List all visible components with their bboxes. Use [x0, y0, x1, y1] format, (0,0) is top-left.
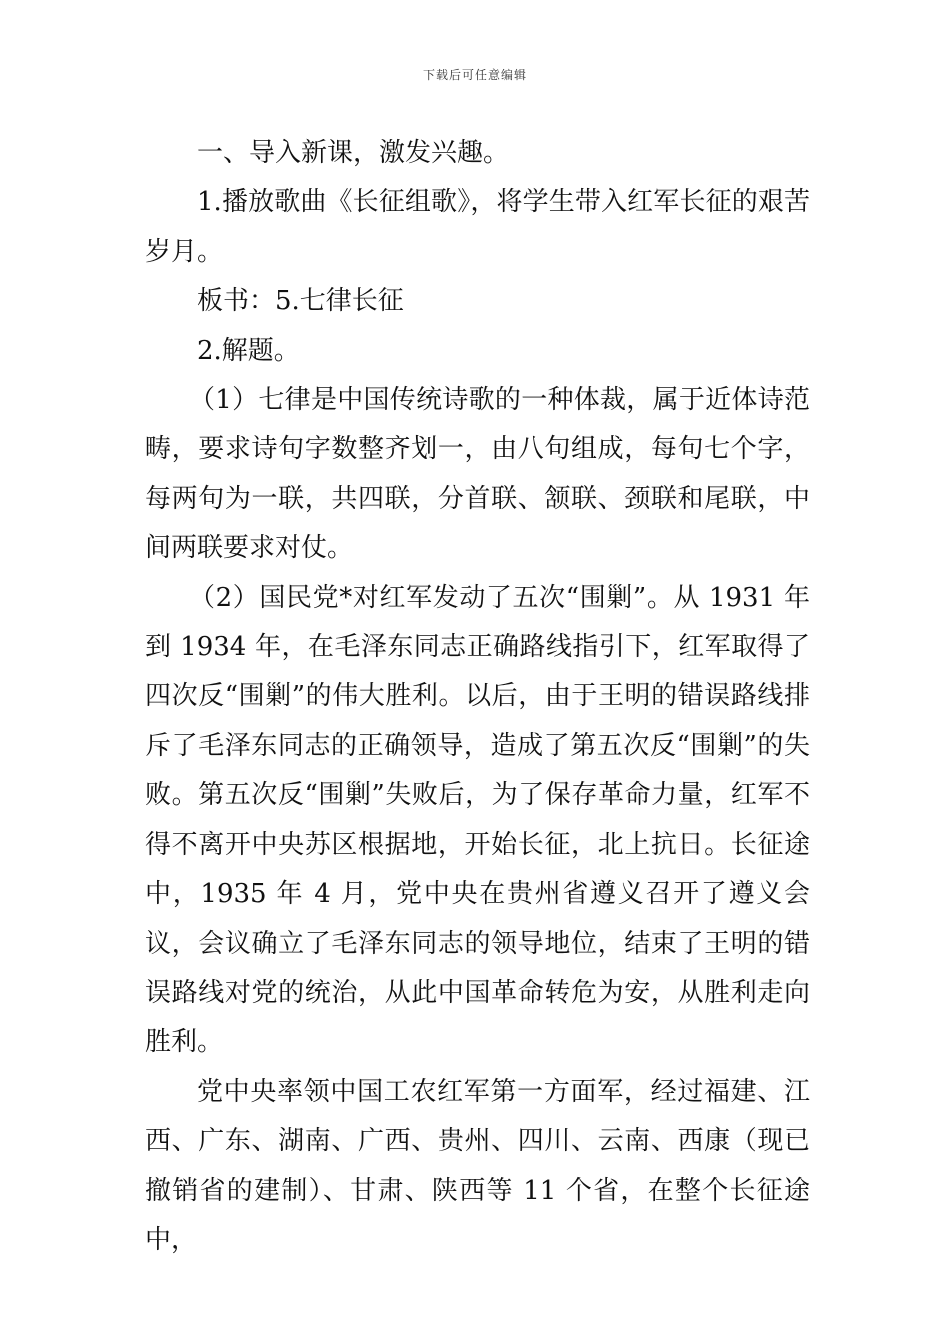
paragraph: （1）七律是中国传统诗歌的一种体裁，属于近体诗范畴，要求诗句字数整齐划一，由八句组成，每句七个字，每两句为一联，共四联，分首联、颔联、颈联和尾联，中间两联要求对仗。	[145, 385, 810, 564]
page-header: 下载后可任意编辑	[422, 68, 527, 82]
paragraph: （2）国民党*对红军发动了五次“围剿”。从 1931 年到 1934 年，在毛泽东同志正确路线指引下，红军取得了四次反“围剿”的伟大胜利。以后，由于王明的错误路线排斥了毛泽东同志的正确领导，造成了第五次反“围剿”的失败。第五次反“围剿”失败后，为了保存革命力量，红军不得不离开中央苏区根据地，开始长征，北上抗日。长征途中，1935 年 4 月，党中央在贵州省遵义召开了遵义会议，会议确立了毛泽东同志的领导地位，结束了王明的错误路线对党的统治，从此中国革命转危为安，从胜利走向胜利。	[145, 582, 810, 1058]
paragraph: 2.解题。	[197, 335, 300, 366]
document-body	[145, 129, 810, 1265]
paragraph: 党中央率领中国工农红军第一方面军，经过福建、江西、广东、湖南、广西、贵州、四川、云南、西康（现已撤销省的建制）、甘肃、陕西等 11 个省，在整个长征途中，	[145, 1076, 810, 1255]
paragraph: 板书：5.七律长征	[197, 286, 404, 317]
paragraph: 1.播放歌曲《长征组歌》，将学生带入红军长征的艰苦岁月。	[145, 187, 810, 267]
section-heading: 一、导入新课，激发兴趣。	[197, 138, 510, 168]
